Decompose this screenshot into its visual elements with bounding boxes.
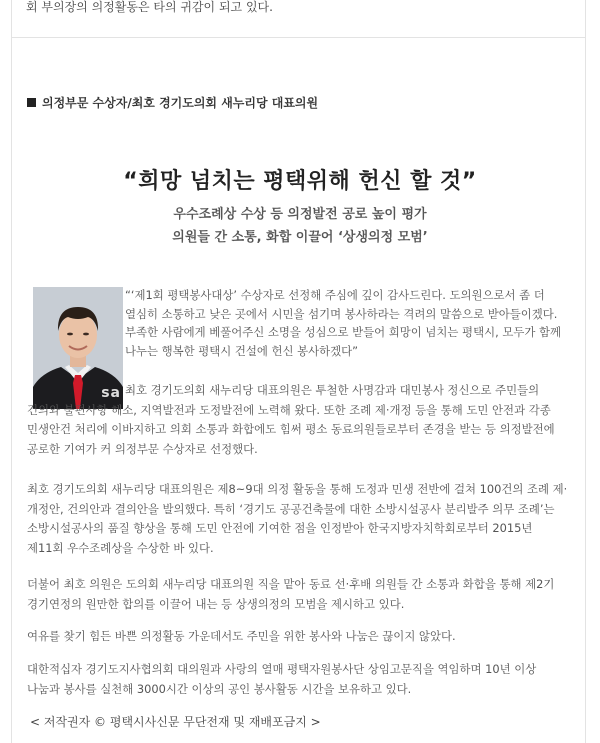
body-paragraph-2: 최호 경기도의회 새누리당 대표의원은 제8~9대 의정 활동을 통해 도정과 민생 전반에 걸쳐 100건의 조례 제·개정안, 건의안과 결의안을 발의했다. 특히 ‘경기도 공공건축물에 대한 소방시설공사 분리발주 의무 조례’는 소방시설공사의 품질 향상을 통해 도민 안전에 기여한 점을 인정받아 한국지방자치학회로부터 2015년 제11회 우수조례상을 수상한 바 있다. xyxy=(27,482,568,555)
copyright-notice: < 저작권자 © 평택시사신문 무단전재 및 재배포금지 > xyxy=(30,715,321,729)
article-headline: “희망 넘치는 평택위해 헌신 할 것” xyxy=(123,169,477,194)
section-heading-text: 의정부문 수상자/최호 경기도의회 새누리당 대표의원 xyxy=(42,96,319,110)
body-paragraph-4: 여유를 찾기 힘든 바쁜 의정활동 가운데서도 주민을 위한 봉사와 나눔은 끊이지 않았다. xyxy=(27,629,456,643)
section-heading xyxy=(27,94,567,112)
body-paragraph-1 xyxy=(27,381,572,459)
square-bullet-icon xyxy=(27,98,36,107)
body-paragraph-5: 대한적십자 경기도지사협의회 대의원과 사랑의 열매 평택자원봉사단 상임고문직을 역임하며 10년 이상 나눔과 봉사를 실천해 3000시간 이상의 공인 봉사활동 시간을 보유하고 있다. xyxy=(27,662,537,696)
quote-paragraph: “‘제1회 평택봉사대상’ 수상자로 선정해 주심에 깊이 감사드린다. 도의원으로서 좀 더 열심히 소통하고 낮은 곳에서 시민을 섬기며 봉사하라는 격려의 말씀으로 받아들이겠다. 부족한 사람에게 베풀어주신 소명을 성심으로 받들어 희망이 넘치는 평택시, 모두가 함께 나누는 행복한 평택시 건설에 헌신 봉사하겠다” xyxy=(125,288,561,359)
body-paragraph-1-rest: 건의와 불편사항 해소, 지역발전과 도정발전에 노력해 왔다. 또한 조례 제·개정 등을 통해 도민 안전과 각종 민생안건 처리에 이바지하고 의회 소통과 화합에도 힘써 평소 동료의원들로부터 존경을 받는 등 의정발전에 공로한 기여가 커 의정부문 수상자로 선정했다. xyxy=(27,402,555,456)
body-paragraph-1-lead: 최호 경기도의회 새누리당 대표의원은 투철한 사명감과 대민봉사 정신으로 주민들의 xyxy=(125,383,540,397)
subheadline-2: 의원들 간 소통, 화합 이끌어 ‘상생의정 모범’ xyxy=(172,230,428,245)
body-paragraph-3: 더불어 최호 의원은 도의회 새누리당 대표의원 직을 맡아 동료 선·후배 의원들 간 소통과 화합을 통해 제2기 경기연정의 원만한 합의를 이끌어 내는 등 상생의정의 모범을 제시하고 있다. xyxy=(27,577,555,611)
photo-watermark: sa xyxy=(101,385,121,401)
divider xyxy=(11,37,586,38)
top-text: 회 부의장의 의정활동은 타의 귀감이 되고 있다. xyxy=(26,0,273,14)
subheadline-1: 우수조례상 수상 등 의정발전 공로 높이 평가 xyxy=(173,207,427,222)
